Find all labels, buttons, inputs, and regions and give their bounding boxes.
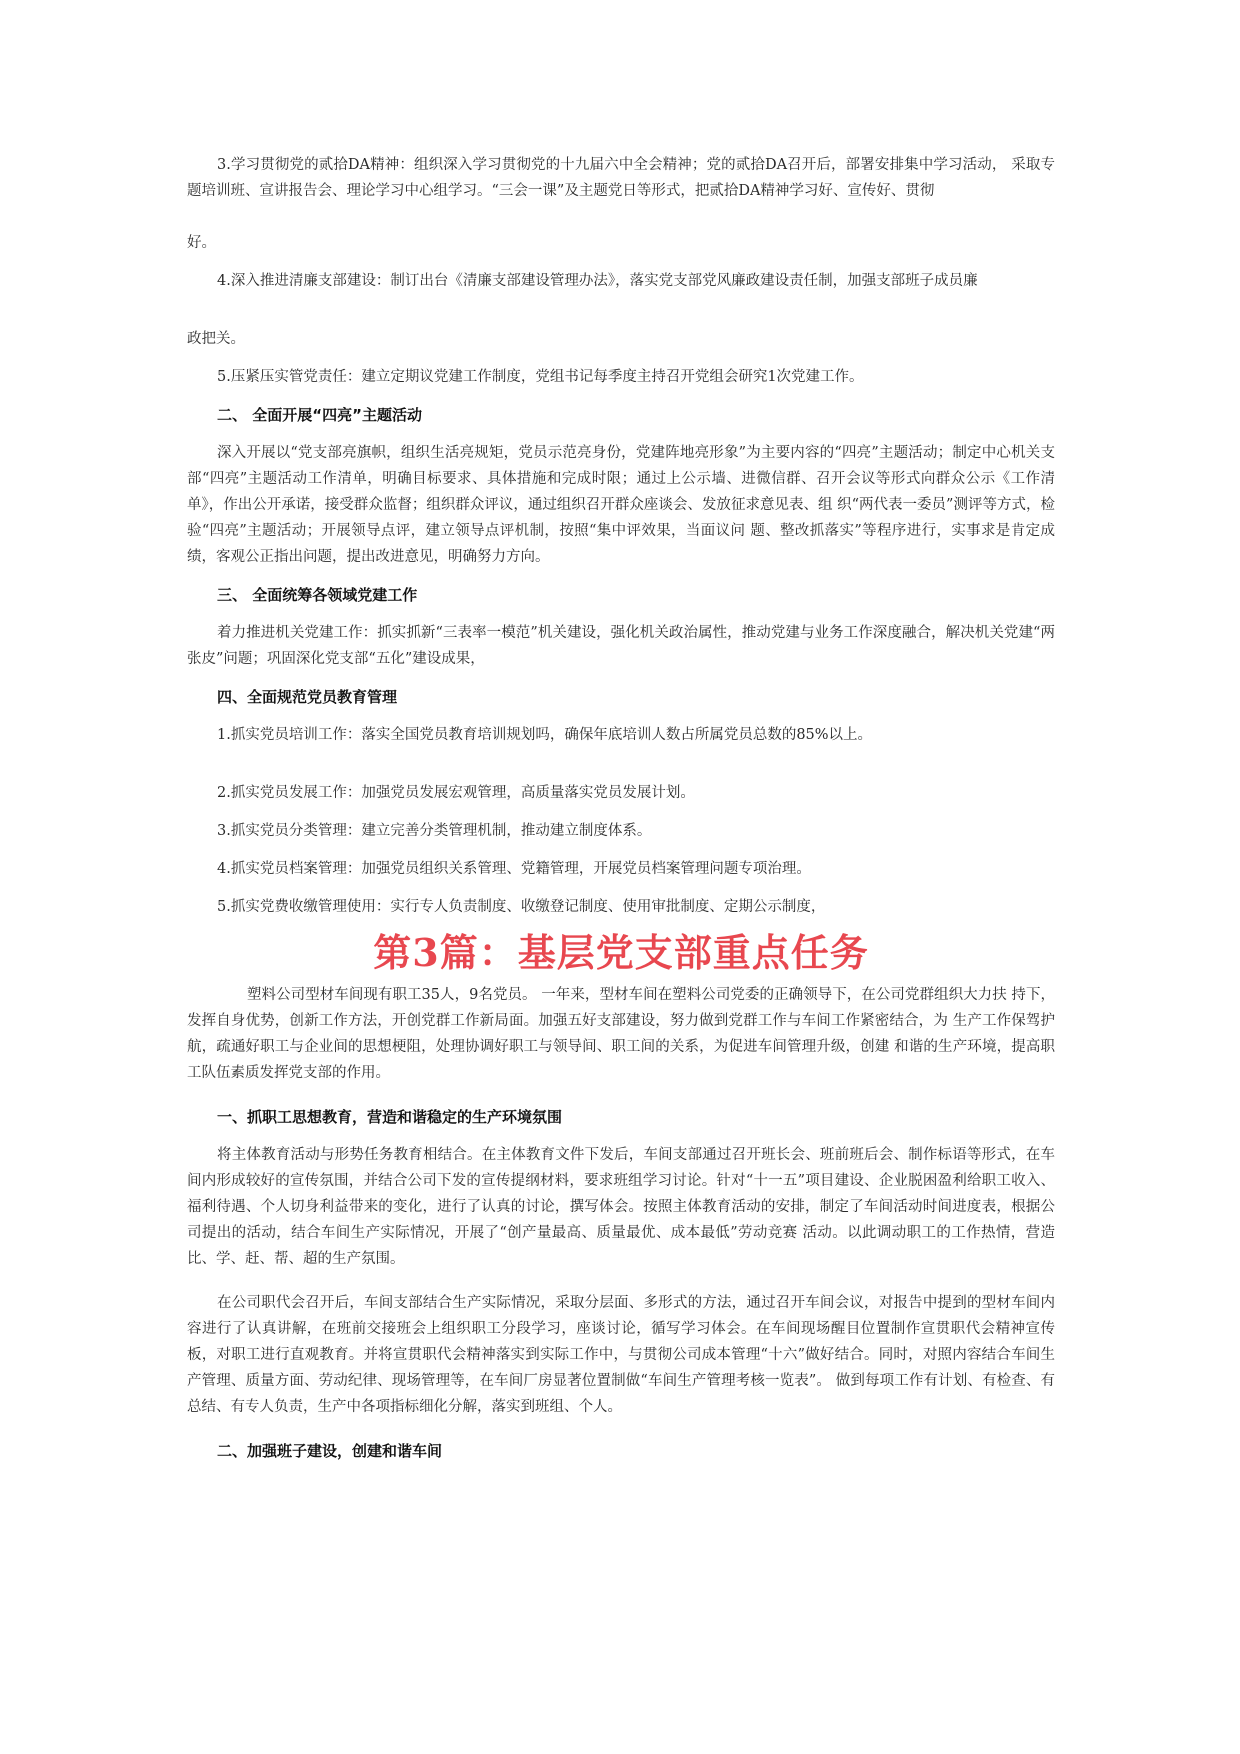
- paragraph-item-4-continued: 政把关。: [187, 331, 245, 347]
- paragraph-congress: 在公司职代会召开后，车间支部结合生产实际情况，采取分层面、多形式的方法，通过召开车间会议，对报告中提到的型材车间内容进行了认真讲解，在班前交接班会上组织职工分段学习，座谈讨论，循写学习体会。在车间现场醒目位置制作宣贯职代会精神宣传板，对职工进行直观教育。并将宣贯职代会精神落实到实际工作中，与贯彻公司成本管理“十六”做好结合。同时，对照内容结合车间生产管理、质量方面、劳动纪律、现场管理等，在车间厂房显著位置制做“车间生产管理考核一览表”。 做到每项工作有计划、有检查、有总结、有专人负责，生产中各项指标细化分解，落实到班组、个人。: [187, 1295, 1055, 1415]
- paragraph-workshop-intro: 塑料公司型材车间现有职工35人，9名党员。 一年来，型材车间在塑料公司党委的正确领导下，在公司党群组织大力扶 持下，发挥自身优势，创新工作方法，开创党群工作新局面。加强五好支部建设，努力做到党群工作与车间工作紧密结合，为 生产工作保驾护航，疏通好职工与企业间的思想梗阻，处理协调好职工与领导间、职工间的关系，为促进车间管理升级，创建 和谐的生产环境，提高职工队伍素质发挥党支部的作用。: [187, 987, 1055, 1081]
- paragraph-item-3: 3.学习贯彻党的贰拾DA精神：组织深入学习贯彻党的十九届六中全会精神；党的贰拾DA召开后，部署安排集中学习活动， 采取专题培训班、宣讲报告会、理论学习中心组学习。“三会一课”及主题党日等形式，把贰拾DA精神学习好、宣传好、贯彻: [187, 157, 1055, 199]
- paragraph-classification: 3.抓实党员分类管理：建立完善分类管理机制，推动建立制度体系。: [217, 823, 652, 839]
- section-heading-workshop-2: 二、加强班子建设，创建和谐车间: [217, 1442, 443, 1460]
- section-heading-2: 二、 全面开展“四亮”主题活动: [217, 406, 422, 424]
- paragraph-item-5: 5.压紧压实管党责任：建立定期议党建工作制度，党组书记每季度主持召开党组会研究1次党建工作。: [217, 369, 864, 385]
- paragraph-item-4: 4.深入推进清廉支部建设：制订出台《清廉支部建设管理办法》，落实党支部党风廉政建设责任制，加强支部班子成员廉: [217, 273, 978, 289]
- paragraph-training: 1.抓实党员培训工作：落实全国党员教育培训规划吗，确保年底培训人数占所属党员总数的85%以上。: [217, 727, 873, 743]
- paragraph-party-building: 着力推进机关党建工作：抓实抓新“三表率一模范”机关建设，强化机关政治属性，推动党建与业务工作深度融合，解决机关党建“两张皮”问题；巩固深化党支部“五化”建设成果，: [187, 625, 1055, 667]
- document-body: [187, 152, 1055, 1464]
- section-heading-4: 四、全面规范党员教育管理: [217, 688, 398, 706]
- paragraph-dues: 5.抓实党费收缴管理使用：实行专人负责制度、收缴登记制度、使用审批制度、定期公示制度，: [217, 899, 826, 915]
- paragraph-education: 将主体教育活动与形势任务教育相结合。在主体教育文件下发后，车间支部通过召开班长会、班前班后会、制作标语等形式，在车间内形成较好的宣传氛围，并结合公司下发的宣传提纲材料，要求班组学习讨论。针对“十一五”项目建设、企业脱困盈利给职工收入、福利待遇、个人切身利益带来的变化，进行了认真的讨论，撰写体会。按照主体教育活动的安排，制定了车间活动时间进度表，根据公司提出的活动，结合车间生产实际情况，开展了“创产量最高、质量最优、成本最低”劳动竞赛 活动。以此调动职工的工作热情，营造比、学、赶、帮、超的生产氛围。: [187, 1147, 1055, 1267]
- paragraph-four-highlights: 深入开展以“党支部亮旗帜，组织生活亮规矩，党员示范亮身份，党建阵地亮形象”为主要内容的“四亮”主题活动；制定中心机关支部“四亮”主题活动工作清单，明确目标要求、具体措施和完成时限；通过上公示墙、进微信群、召开会议等形式向群众公示《工作清单》，作出公开承诺，接受群众监督；组织群众评议，通过组织召开群众座谈会、发放征求意见表、组 织“两代表一委员”测评等方式，检验“四亮”主题活动；开展领导点评，建立领导点评机制，按照“集中评效果，当面议问 题、整改抓落实”等程序进行，实事求是肯定成绩，客观公正指出问题，提出改进意见，明确努力方向。: [187, 445, 1055, 565]
- section-title: 第3篇：基层党支部重点任务: [373, 930, 869, 975]
- paragraph-archives: 4.抓实党员档案管理：加强党员组织关系管理、党籍管理，开展党员档案管理问题专项治理。: [217, 861, 811, 877]
- section-heading-3: 三、 全面统筹各领域党建工作: [217, 586, 418, 604]
- paragraph-development: 2.抓实党员发展工作：加强党员发展宏观管理，高质量落实党员发展计划。: [217, 785, 695, 801]
- paragraph-item-3-continued: 好。: [187, 235, 216, 251]
- section-heading-workshop-1: 一、抓职工思想教育，营造和谐稳定的生产环境氛围: [217, 1108, 563, 1126]
